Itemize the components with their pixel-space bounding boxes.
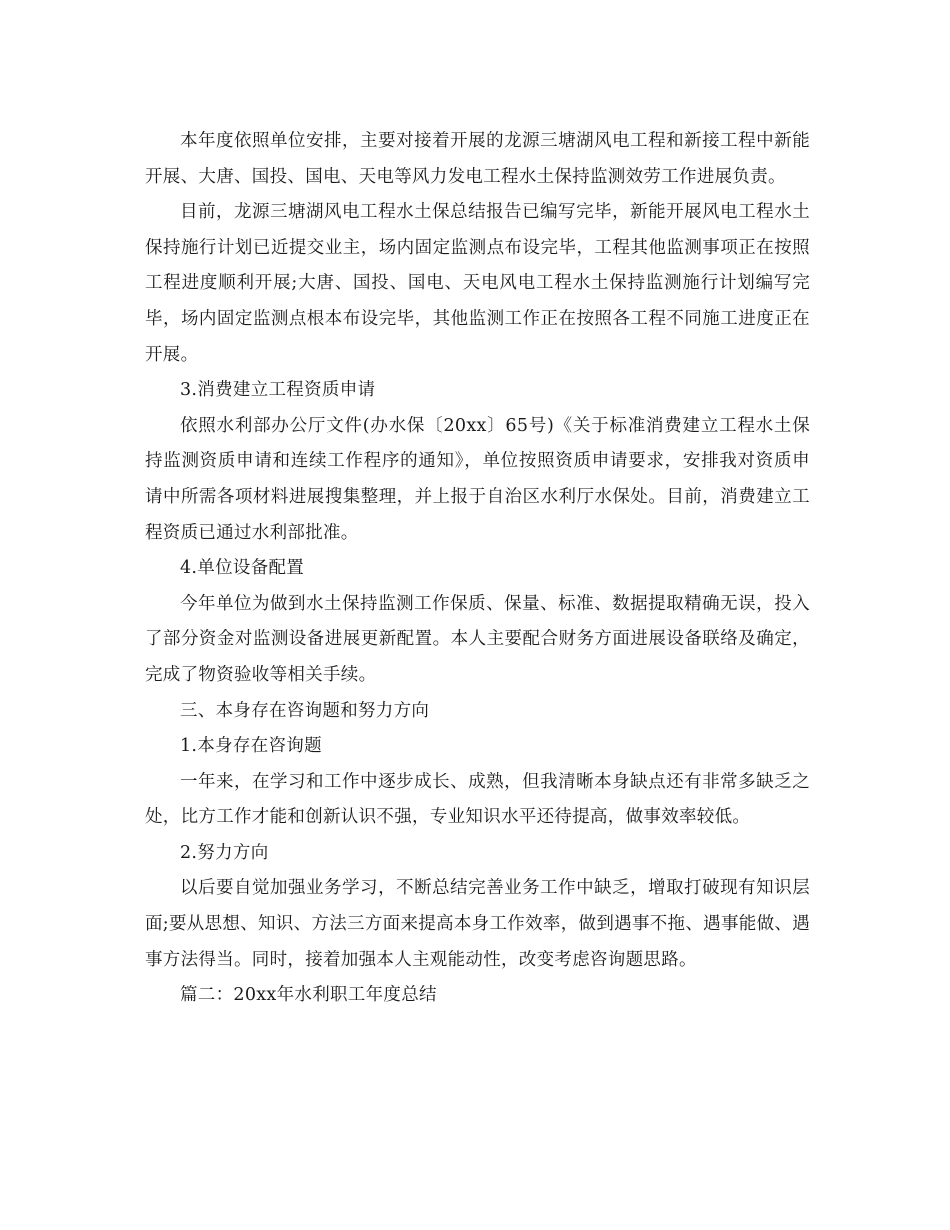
paragraph-current-status: 目前，龙源三塘湖风电工程水土保总结报告已编写完毕，新能开展风电工程水土保持施行计划已近提交业主，场内固定监测点布设完毕，工程其他监测事项正在按照工程进度顺利开展;大唐、国投、国电、天电风电工程水土保持监测施行计划编写完毕，场内固定监测点根本布设完毕，其他监测工作正在按照各工程不同施工进度正在开展。 — [145, 202, 810, 365]
section-heading-problems-and-direction: 三、本身存在咨询题和努力方向 — [180, 700, 430, 721]
paragraph-equipment: 今年单位为做到水土保持监测工作保质、保量、标准、数据提取精确无误，投入了部分资金对监测设备进展更新配置。本人主要配合财务方面进展设备联络及确定，完成了物资验收等相关手续。 — [145, 593, 810, 685]
paragraph-problems: 一年来，在学习和工作中逐步成长、成熟，但我清晰本身缺点还有非常多缺乏之处，比方工作才能和创新认识不强，专业知识水平还待提高，做事效率较低。 — [145, 771, 810, 828]
paragraph-responsibilities: 本年度依照单位安排，主要对接着开展的龙源三塘湖风电工程和新接工程中新能开展、大唐、国投、国电、天电等风力发电工程水土保持监测效劳工作进展负责。 — [145, 131, 810, 187]
article-two-title: 篇二：20xx年水利职工年度总结 — [180, 985, 437, 1006]
section-heading-equipment: 4.单位设备配置 — [180, 558, 305, 579]
section-heading-qualification: 3.消费建立工程资质申请 — [180, 380, 376, 401]
paragraph-direction: 以后要自觉加强业务学习，不断总结完善业务工作中缺乏，增取打破现有知识层面;要从思想、知识、方法三方面来提高本身工作效率，做到遇事不拖、遇事能做、遇事方法得当。同时，接着加强本人主观能动性，改变考虑咨询题思路。 — [145, 878, 810, 970]
subsection-heading-problems: 1.本身存在咨询题 — [180, 736, 322, 757]
subsection-heading-direction: 2.努力方向 — [180, 842, 269, 863]
paragraph-qualification: 依照水利部办公厅文件(办水保〔20xx〕65号)《关于标准消费建立工程水土保持监测资质申请和连续工作程序的通知》，单位按照资质申请要求，安排我对资质申请中所需各项材料进展搜集整理，并上报于自治区水利厅水保处。目前，消费建立工程资质已通过水利部批准。 — [145, 415, 810, 543]
document-body — [145, 124, 810, 1014]
